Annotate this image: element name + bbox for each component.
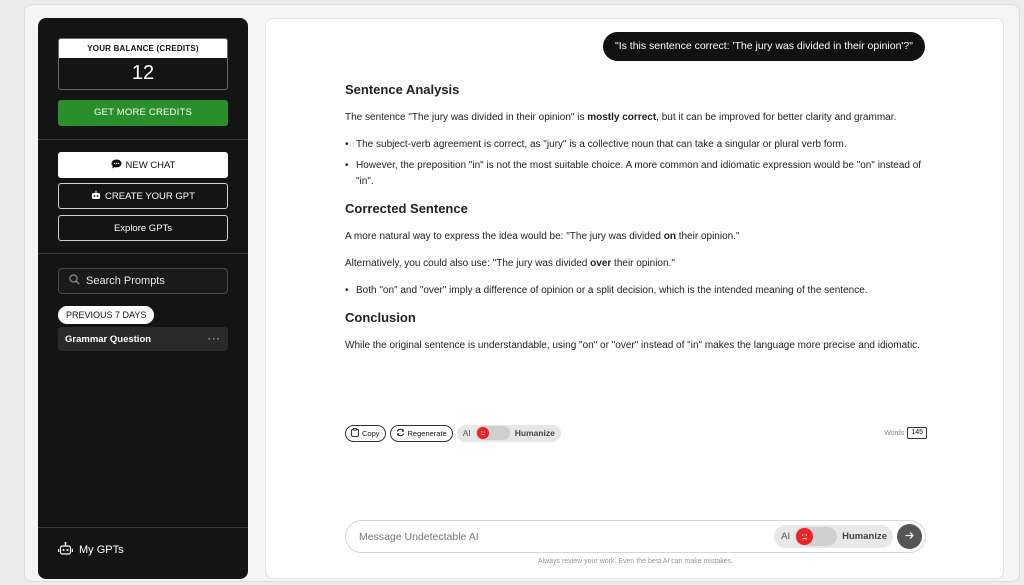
more-options-icon[interactable]: ··· [208,333,221,345]
answer-list [345,283,925,299]
heading-conclusion: Conclusion [345,310,416,325]
create-gpt-label: CREATE YOUR GPT [105,190,195,202]
list-item: • The subject-verb agreement is correct, as "jury" is a collective noun that can take a singular or plural verb form. [356,137,925,153]
copy-button[interactable] [345,425,386,442]
chat-panel [265,18,1004,579]
explore-gpts-button[interactable] [58,215,228,241]
answer-paragraph: While the original sentence is understandable, using "on" or "over" instead of "in" makes the language more precise and idiomatic. [345,340,920,351]
history-item[interactable] [58,327,228,351]
send-button[interactable] [897,524,922,549]
chat-bubble-icon [111,159,122,172]
disclaimer-text: Always review your work. Even the best AI can make mistakes. [537,558,734,565]
sidebar-divider [38,253,248,254]
answer-paragraph: The sentence "The jury was divided in their opinion" is mostly correct, but it can be improved for better clarity and grammar. [345,112,897,123]
word-count [884,427,927,439]
humanize-label: Humanize [842,531,887,542]
arrow-right-icon [904,528,915,546]
toggle-track[interactable] [795,527,837,546]
answer-paragraph: A more natural way to express the idea would be: "The jury was divided on their opinion." [345,231,740,242]
heading-corrected-sentence: Corrected Sentence [345,201,468,216]
list-item: • However, the preposition "in" is not the most suitable choice. A more common and idiomatic expression would be "on" instead of "in". [356,158,925,190]
assistant-answer [345,81,925,365]
list-item: • Both "on" and "over" imply a difference of opinion or a split decision, which is the intended meaning of the sentence. [356,283,925,299]
message-input[interactable] [359,531,774,543]
toggle-track[interactable] [476,426,510,440]
explore-gpts-label: Explore GPTs [113,222,173,234]
sidebar-divider [38,139,248,140]
clipboard-icon [351,428,359,439]
heading-sentence-analysis: Sentence Analysis [345,82,460,97]
previous-7-days-label: PREVIOUS 7 DAYS [58,306,154,324]
ai-label: AI [462,428,471,438]
balance-label: YOUR BALANCE (CREDITS) [59,39,227,58]
search-prompts-box [58,268,228,294]
message-actions [345,424,927,442]
words-label: Words [884,429,905,437]
robot-icon [91,190,101,203]
sidebar [38,18,248,579]
search-icon [69,272,80,290]
regenerate-label: Regenerate [407,428,447,438]
message-composer [345,520,926,553]
new-chat-label: NEW CHAT [125,159,176,171]
ai-humanize-toggle[interactable] [457,425,561,442]
answer-list [345,137,925,190]
balance-box [58,38,228,90]
ai-label: AI [781,531,791,542]
my-gpts-link[interactable] [58,542,124,558]
user-message: "Is this sentence correct: 'The jury was divided in their opinion'?" [603,32,925,61]
new-chat-button[interactable] [58,152,228,178]
answer-paragraph: Alternatively, you could also use: "The jury was divided over their opinion." [345,258,675,269]
composer-ai-humanize-toggle[interactable] [774,525,893,548]
humanize-label: Humanize [514,428,555,438]
robot-icon [58,542,73,558]
create-gpt-button[interactable] [58,183,228,209]
balance-value: 12 [131,62,155,84]
word-count-value: 145 [907,427,927,439]
sad-face-icon [796,528,813,545]
refresh-icon [396,428,405,439]
copy-label: Copy [362,428,380,438]
regenerate-button[interactable] [390,425,453,442]
my-gpts-label: My GPTs [79,544,124,556]
get-more-credits-button[interactable]: GET MORE CREDITS [58,100,228,126]
history-item-title: Grammar Question [65,333,152,345]
sad-face-icon [477,427,489,439]
search-prompts-input[interactable] [86,275,221,287]
sidebar-divider [38,527,248,528]
